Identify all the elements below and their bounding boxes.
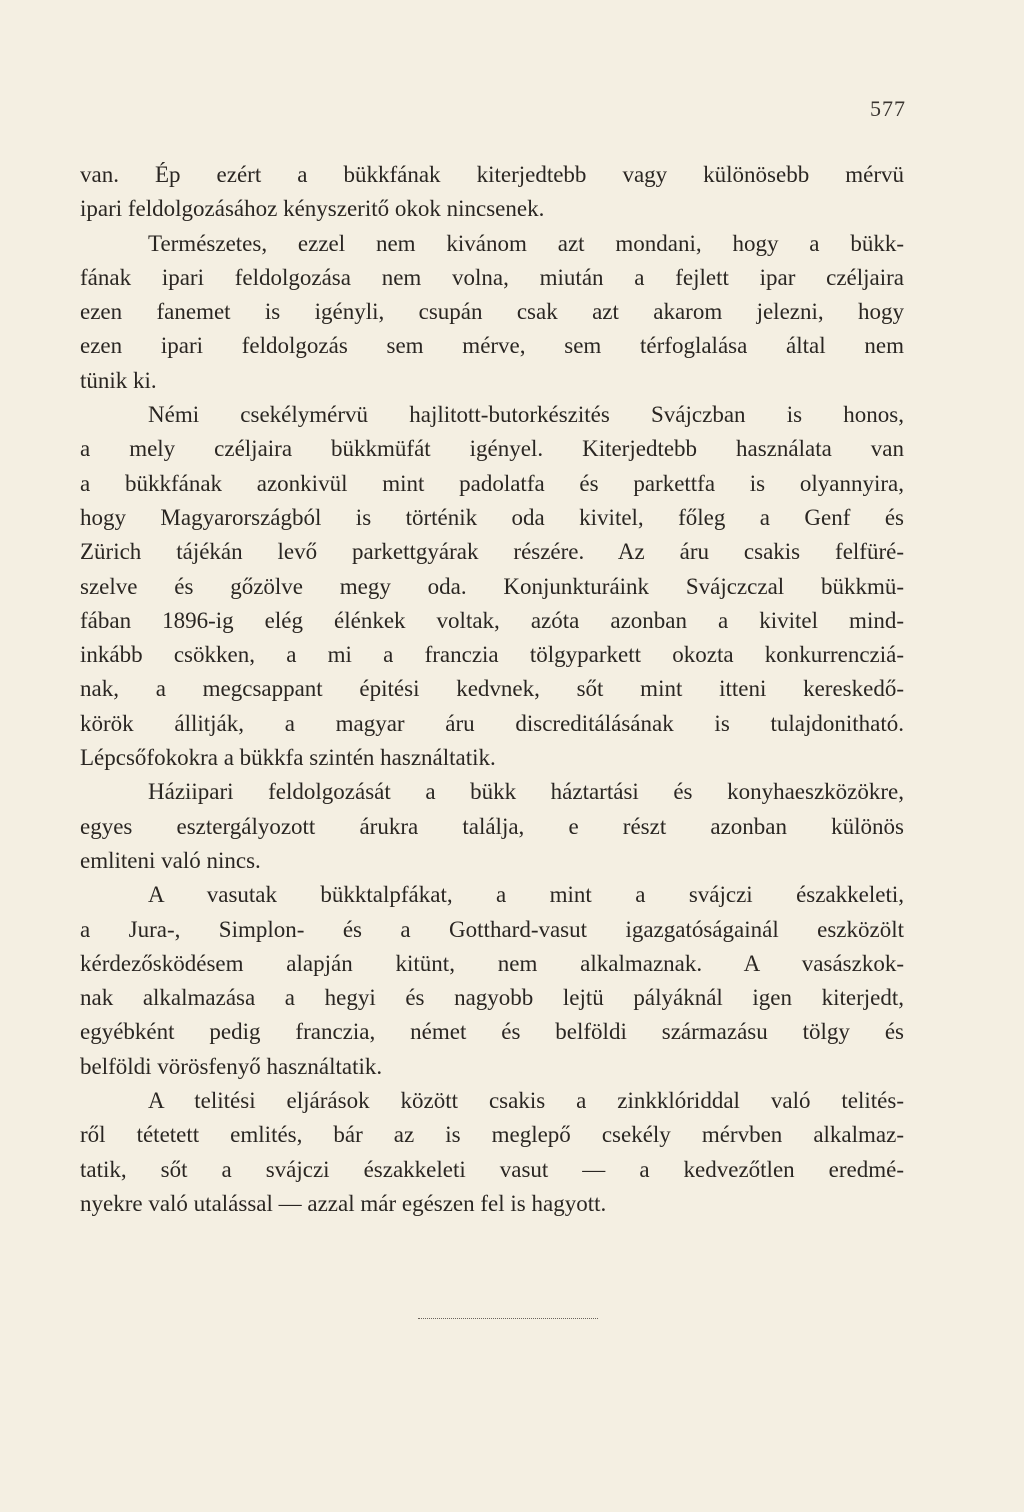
text-line: fában 1896-ig elég élénkek voltak, azóta azonban a kivitel mind-	[80, 607, 904, 633]
text-line: inkább csökken, a mi a franczia tölgyparkett okozta konkurrencziá-	[80, 642, 904, 668]
text-line: ezen fanemet is igényli, csupán csak azt akarom jelezni, hogy	[80, 299, 904, 325]
text-line: Természetes, ezzel nem kivánom azt mondani, hogy a bükk-	[148, 230, 904, 256]
text-line: tatik, sőt a svájczi északkeleti vasut — a kedvezőtlen eredmé-	[80, 1156, 904, 1182]
text-line: belföldi vörösfenyő használtatik.	[80, 1053, 383, 1079]
text-line: A telitési eljárások között csakis a zinkklóriddal való telités-	[148, 1088, 904, 1114]
text-line: tünik ki.	[80, 367, 157, 393]
text-line: a mely czéljaira bükkmüfát igényel. Kiterjedtebb használata van	[80, 436, 904, 462]
text-line: Háziipari feldolgozását a bükk háztartási és konyhaeszközökre,	[148, 779, 904, 805]
text-line: a bükkfának azonkivül mint padolatfa és parkettfa is olyannyira,	[80, 470, 904, 496]
text-line: ről tétetett emlités, bár az is meglepő csekély mérvben alkalmaz-	[80, 1122, 904, 1148]
page-number: 577	[870, 96, 906, 121]
body-text	[80, 158, 904, 1221]
text-line: nak, a megcsappant épitési kedvnek, sőt mint itteni kereskedő-	[80, 676, 904, 702]
text-line: egyes esztergályozott árukra találja, e részt azonban különös	[80, 813, 904, 839]
text-line: ezen ipari feldolgozás sem mérve, sem térfoglalása által nem	[80, 333, 904, 359]
text-line: fának ipari feldolgozása nem volna, miután a fejlett ipar czéljaira	[80, 264, 904, 290]
text-line: nyekre való utalással — azzal már egészen fel is hagyott.	[80, 1190, 607, 1216]
text-line: Zürich tájékán levő parkettgyárak részére. Az áru csakis felfüré-	[80, 539, 904, 565]
text-line: a Jura-, Simplon- és a Gotthard-vasut igazgatóságainál eszközölt	[80, 916, 904, 942]
text-line: kérdezősködésem alapján kitünt, nem alkalmaznak. A vasászkok-	[80, 950, 904, 976]
text-line: ipari feldolgozásához kényszeritő okok nincsenek.	[80, 196, 545, 222]
text-line: Némi csekélymérvü hajlitott-butorkészités Svájczban is honos,	[148, 402, 904, 428]
text-line: van. Ép ezért a bükkfának kiterjedtebb vagy különösebb mérvü	[80, 162, 904, 187]
text-line: A vasutak bükktalpfákat, a mint a svájczi északkeleti,	[148, 882, 904, 908]
text-line: nak alkalmazása a hegyi és nagyobb lejtü pályáknál igen kiterjedt,	[80, 985, 904, 1011]
text-line: Lépcsőfokokra a bükkfa szintén használtatik.	[80, 745, 496, 771]
text-line: egyébként pedig franczia, német és belföldi származásu tölgy és	[80, 1019, 904, 1045]
section-separator	[418, 1318, 598, 1319]
text-line: körök állitják, a magyar áru discreditálásának is tulajdonitható.	[80, 710, 904, 736]
text-line: emliteni való nincs.	[80, 847, 261, 873]
text-line: hogy Magyarországból is történik oda kivitel, főleg a Genf és	[80, 504, 904, 530]
text-line: szelve és gőzölve megy oda. Konjunkturáink Svájczczal bükkmü-	[80, 573, 904, 599]
